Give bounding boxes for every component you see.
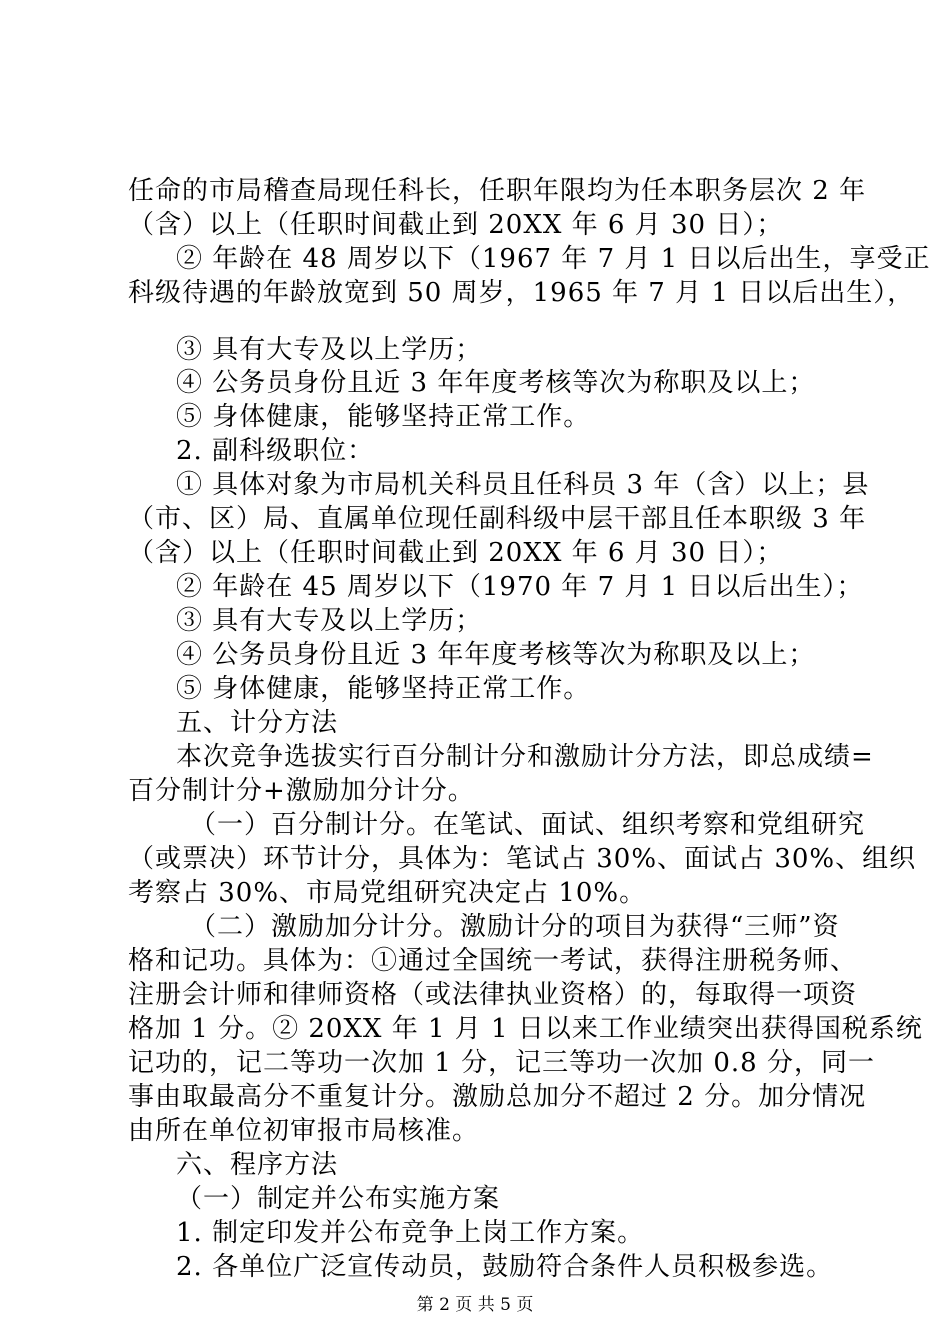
text-line: ⑤ 身体健康，能够坚持正常工作。 [176,674,591,704]
text-line: 事由取最高分不重复计分。激励总加分不超过 2 分。加分情况 [128,1082,867,1112]
section-heading: 六、程序方法 [176,1150,339,1180]
text-line: 记功的，记二等功一次加 1 分，记三等功一次加 0.8 分，同一 [128,1048,875,1078]
text-line: ③ 具有大专及以上学历； [176,335,483,365]
text-line: （含）以上（任职时间截止到 20XX 年 6 月 30 日）； [128,210,784,240]
text-line: （二）激励加分计分。激励计分的项目为获得“三师”资 [190,912,840,942]
text-line: （一）百分制计分。在笔试、面试、组织考察和党组研究 [190,810,866,840]
text-line: ④ 公务员身份且近 3 年年度考核等次为称职及以上； [176,368,816,398]
text-line: 考察占 30%、市局党组研究决定占 10%。 [128,878,647,908]
page-footer: 第 2 页 共 5 页 [416,1295,534,1315]
text-line: 任命的市局稽查局现任科长，任职年限均为任本职务层次 2 年 [128,176,867,206]
text-line: （或票决）环节计分，具体为：笔试占 30%、面试占 30%、组织 [128,844,917,874]
section-heading: 五、计分方法 [176,708,339,738]
text-line: （市、区）局、直属单位现任副科级中层干部且任本职级 3 年 [128,504,867,534]
text-line: 1. 制定印发并公布竞争上岗工作方案。 [176,1218,645,1248]
text-line: ④ 公务员身份且近 3 年年度考核等次为称职及以上； [176,640,816,670]
text-line: 本次竞争选拔实行百分制计分和激励计分方法，即总成绩= [176,742,874,772]
section-heading: 2. 副科级职位： [176,436,375,466]
text-line: ③ 具有大专及以上学历； [176,606,483,636]
text-line: ⑤ 身体健康，能够坚持正常工作。 [176,402,591,432]
text-line: 科级待遇的年龄放宽到 50 周岁，1965 年 7 月 1 日以后出生）， [128,278,915,308]
text-line: 2. 各单位广泛宣传动员，鼓励符合条件人员积极参选。 [176,1252,834,1282]
text-line: 百分制计分+激励加分计分。 [128,776,475,806]
text-line: 注册会计师和律师资格（或法律执业资格）的，每取得一项资 [128,980,858,1010]
text-line: 格加 1 分。② 20XX 年 1 月 1 日以来工作业绩突出获得国税系统 [128,1014,923,1044]
text-line: 由所在单位初审报市局核准。 [128,1116,480,1146]
subsection-heading: （一）制定并公布实施方案 [176,1184,501,1214]
text-line: ① 具体对象为市局机关科员且任科员 3 年（含）以上；县 [176,470,870,500]
text-line: ② 年龄在 48 周岁以下（1967 年 7 月 1 日以后出生，享受正 [176,244,931,274]
text-line: ② 年龄在 45 周岁以下（1970 年 7 月 1 日以后出生）； [176,572,864,602]
text-line: （含）以上（任职时间截止到 20XX 年 6 月 30 日）； [128,538,784,568]
text-line: 格和记功。具体为：①通过全国统一考试，获得注册税务师、 [128,946,858,976]
